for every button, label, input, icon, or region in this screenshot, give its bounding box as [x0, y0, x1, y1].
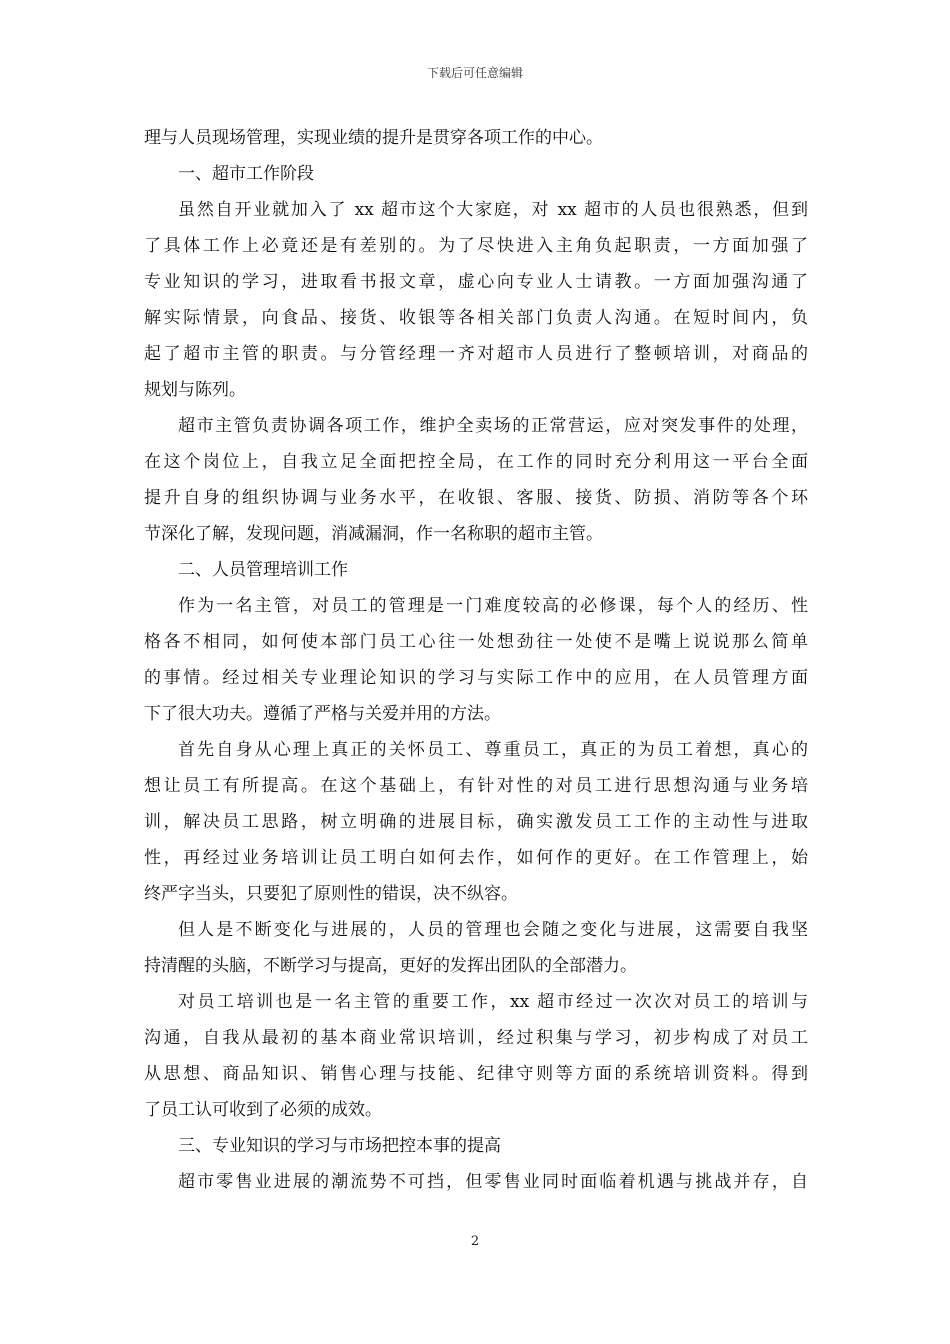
- text-line: 起了超市主管的职责。与分管经理一齐对超市人员进行了整顿培训，对商品的: [144, 344, 808, 364]
- text-line: 对员工培训也是一名主管的重要工作，xx 超市经过一次次对员工的培训与: [178, 992, 808, 1012]
- text-line: 一、超市工作阶段: [178, 164, 314, 184]
- text-line: 提升自身的组织协调与业务水平，在收银、客服、接货、防损、消防等各个环: [144, 488, 808, 508]
- text-line: 规划与陈列。: [144, 380, 246, 400]
- text-line: 下了很大功夫。遵循了严格与关爱并用的方法。: [144, 704, 501, 724]
- text-line: 超市主管负责协调各项工作，维护全卖场的正常营运，应对突发事件的处理，: [178, 416, 808, 436]
- text-line: 从思想、商品知识、销售心理与技能、纪律守则等方面的系统培训资料。得到: [144, 1064, 808, 1084]
- text-line: 超市零售业进展的潮流势不可挡，但零售业同时面临着机遇与挑战并存，自: [178, 1172, 808, 1192]
- text-line: 训，解决员工思路，树立明确的进展目标，确实激发员工工作的主动性与进取: [144, 812, 808, 832]
- text-line: 虽然自开业就加入了 xx 超市这个大家庭，对 xx 超市的人员也很熟悉，但到: [178, 200, 808, 220]
- page-number: 2: [470, 1234, 480, 1249]
- text-line: 二、人员管理培训工作: [178, 560, 348, 580]
- document-body: [144, 120, 808, 1200]
- text-line: 格各不相同，如何使本部门员工心往一处想劲往一处使不是嘴上说说那么简单: [144, 632, 808, 652]
- text-line: 的事情。经过相关专业理论知识的学习与实际工作中的应用，在人员管理方面: [144, 668, 808, 688]
- text-line: 专业知识的学习，进取看书报文章，虚心向专业人士请教。一方面加强沟通了: [144, 272, 808, 292]
- text-line: 想让员工有所提高。在这个基础上，有针对性的对员工进行思想沟通与业务培: [144, 776, 808, 796]
- text-line: 作为一名主管，对员工的管理是一门难度较高的必修课，每个人的经历、性: [178, 596, 808, 616]
- text-line: 但人是不断变化与进展的，人员的管理也会随之变化与进展，这需要自我坚: [178, 920, 808, 940]
- text-line: 三、专业知识的学习与市场把控本事的提高: [178, 1136, 501, 1156]
- page-header: 下载后可任意编辑: [426, 66, 523, 80]
- text-line: 终严字当头，只要犯了原则性的错误，决不纵容。: [144, 884, 518, 904]
- text-line: 解实际情景，向食品、接货、收银等各相关部门负责人沟通。在短时间内，负: [144, 308, 808, 328]
- text-line: 在这个岗位上，自我立足全面把控全局，在工作的同时充分利用这一平台全面: [144, 452, 808, 472]
- text-line: 沟通，自我从最初的基本商业常识培训，经过积集与学习，初步构成了对员工: [144, 1028, 808, 1048]
- text-line: 了员工认可收到了必须的成效。: [144, 1100, 382, 1120]
- text-line: 了具体工作上必竟还是有差别的。为了尽快进入主角负起职责，一方面加强了: [144, 236, 808, 256]
- text-line: 理与人员现场管理，实现业绩的提升是贯穿各项工作的中心。: [144, 128, 603, 148]
- text-line: 首先自身从心理上真正的关怀员工、尊重员工，真正的为员工着想，真心的: [178, 740, 808, 760]
- text-line: 持清醒的头脑，不断学习与提高，更好的发挥出团队的全部潜力。: [144, 956, 637, 976]
- text-line: 性，再经过业务培训让员工明白如何去作，如何作的更好。在工作管理上，始: [144, 848, 808, 868]
- text-line: 节深化了解，发现问题，消减漏洞，作一名称职的超市主管。: [144, 524, 603, 544]
